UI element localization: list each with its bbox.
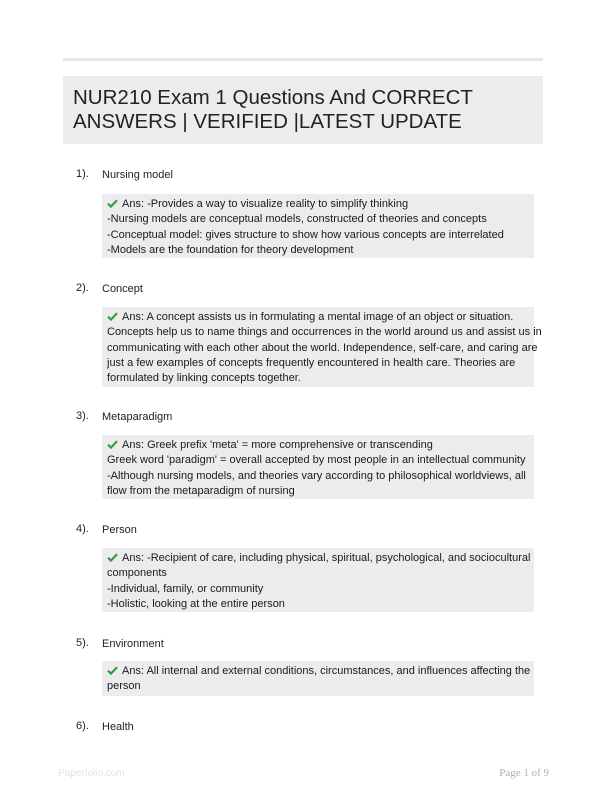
question-number: 5). [76, 637, 89, 649]
question-term: Environment [102, 638, 164, 650]
answer-line: components [107, 567, 167, 580]
page-number: Page 1 of 9 [499, 767, 549, 779]
answer-line: Ans: All internal and external conditions, circumstances, and influences affecting the [122, 665, 531, 677]
answer-line: person [107, 680, 141, 693]
check-icon [107, 666, 118, 675]
check-icon [107, 199, 118, 208]
question-number: 2). [76, 282, 89, 294]
answer-line: -Holistic, looking at the entire person [107, 597, 285, 610]
answer-box [102, 194, 534, 258]
title-box [63, 76, 543, 144]
answer-line: Ans: -Provides a way to visualize reality to simplify thinking [122, 198, 409, 210]
footer-site: Paperfolio.com [58, 768, 125, 779]
answer-line: formulated by linking concepts together. [107, 372, 301, 385]
question-term: Health [102, 721, 134, 733]
answer-line: Ans: -Recipient of care, including physical, spiritual, psychological, and sociocultural [122, 552, 531, 564]
answer-line: -Individual, family, or community [107, 582, 264, 595]
check-icon [107, 312, 118, 321]
answer-line: Ans: A concept assists us in formulating a mental image of an object or situation. [122, 311, 514, 323]
question-number: 3). [76, 410, 89, 422]
check-icon [107, 440, 118, 449]
question-term: Nursing model [102, 169, 173, 181]
answer-line: Concepts help us to name things and occurrences in the world around us and assist us in [107, 326, 542, 339]
answer-line: Ans: Greek prefix 'meta' = more comprehensive or transcending [122, 439, 433, 451]
answer-line: flow from the metaparadigm of nursing [107, 484, 295, 497]
answer-line: communicating with each other about the world. Independence, self-care, and caring are [107, 341, 538, 354]
answer-box [102, 661, 534, 696]
answer-line: Greek word 'paradigm' = overall accepted by most people in an intellectual community [107, 454, 526, 467]
answer-line: -Nursing models are conceptual models, constructed of theories and concepts [107, 213, 487, 226]
page-title [73, 86, 533, 134]
answer-line: -Models are the foundation for theory development [107, 243, 354, 256]
title-line-2: ANSWERS | VERIFIED |LATEST UPDATE [73, 110, 462, 133]
answer-box [102, 307, 542, 387]
answer-line: -Although nursing models, and theories vary according to philosophical worldviews, all [107, 469, 526, 482]
question-term: Concept [102, 283, 143, 295]
check-icon [107, 553, 118, 562]
question-number: 6). [76, 720, 89, 732]
answer-line: -Conceptual model: gives structure to show how various concepts are interrelated [107, 228, 504, 241]
title-line-1: NUR210 Exam 1 Questions And CORRECT [73, 86, 473, 109]
question-term: Person [102, 524, 137, 536]
answer-box [102, 548, 534, 612]
question-number: 4). [76, 523, 89, 535]
answer-line: just a few examples of concepts frequently encountered in health care. Theories are [107, 356, 516, 369]
question-number: 1). [76, 168, 89, 180]
top-rule [63, 58, 543, 61]
question-term: Metaparadigm [102, 411, 173, 423]
answer-box [102, 435, 534, 499]
